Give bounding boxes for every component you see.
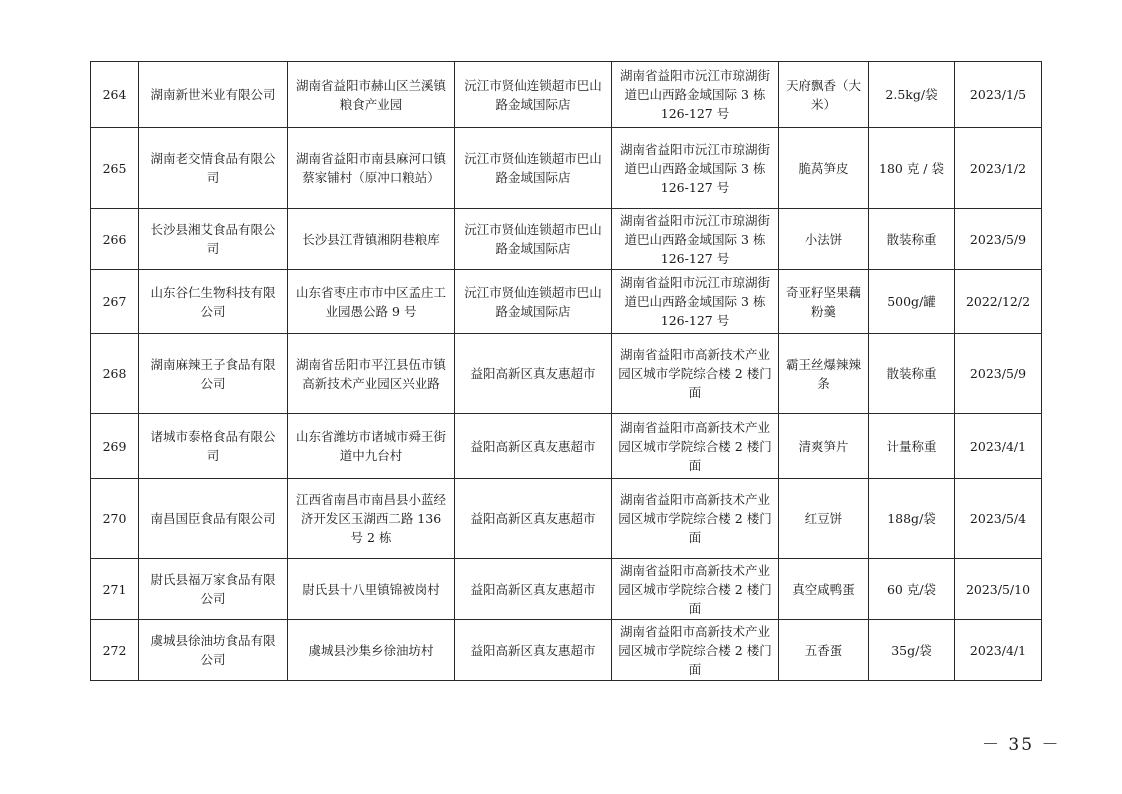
- cell-producer-address: 湖南省岳阳市平江县伍市镇高新技术产业园区兴业路: [288, 334, 455, 414]
- cell-spec: 60 克/袋: [869, 559, 955, 620]
- cell-producer-address: 湖南省益阳市赫山区兰溪镇粮食产业园: [288, 62, 455, 128]
- cell-producer-address: 江西省南昌市南昌县小蓝经济开发区玉湖西二路 136 号 2 栋: [288, 479, 455, 559]
- cell-producer-address: 湖南省益阳市南县麻河口镇蔡家铺村（原冲口粮站）: [288, 128, 455, 209]
- cell-product: 奇亚籽坚果藕粉羹: [779, 270, 869, 334]
- cell-spec: 188g/袋: [869, 479, 955, 559]
- cell-producer: 湖南老交情食品有限公司: [139, 128, 288, 209]
- cell-product: 霸王丝爆辣辣条: [779, 334, 869, 414]
- cell-spec: 180 克 / 袋: [869, 128, 955, 209]
- cell-producer: 长沙县湘艾食品有限公司: [139, 209, 288, 270]
- table-row: [91, 334, 1042, 414]
- cell-seller-address: 湖南省益阳市高新技术产业园区城市学院综合楼 2 楼门面: [612, 559, 779, 620]
- cell-seller: 益阳高新区真友惠超市: [455, 334, 612, 414]
- cell-date: 2022/12/2: [955, 270, 1042, 334]
- cell-seller: 益阳高新区真友惠超市: [455, 414, 612, 479]
- cell-product: 脆莴笋皮: [779, 128, 869, 209]
- table-row: [91, 414, 1042, 479]
- cell-spec: 计量称重: [869, 414, 955, 479]
- cell-seller-address: 湖南省益阳市高新技术产业园区城市学院综合楼 2 楼门面: [612, 479, 779, 559]
- cell-producer-address: 尉氏县十八里镇锦被岗村: [288, 559, 455, 620]
- cell-seller: 益阳高新区真友惠超市: [455, 559, 612, 620]
- cell-producer-address: 山东省枣庄市市中区孟庄工业园愚公路 9 号: [288, 270, 455, 334]
- table-row: [91, 559, 1042, 620]
- cell-spec: 散装称重: [869, 209, 955, 270]
- cell-producer: 山东谷仁生物科技有限公司: [139, 270, 288, 334]
- cell-producer: 湖南麻辣王子食品有限公司: [139, 334, 288, 414]
- cell-producer: 虞城县徐油坊食品有限公司: [139, 620, 288, 681]
- cell-producer-address: 虞城县沙集乡徐油坊村: [288, 620, 455, 681]
- cell-seller: 沅江市贤仙连锁超市巴山路金域国际店: [455, 128, 612, 209]
- cell-date: 2023/5/10: [955, 559, 1042, 620]
- cell-seller: 沅江市贤仙连锁超市巴山路金域国际店: [455, 270, 612, 334]
- cell-number: 272: [91, 620, 139, 681]
- cell-seller: 沅江市贤仙连锁超市巴山路金域国际店: [455, 62, 612, 128]
- cell-number: 266: [91, 209, 139, 270]
- cell-date: 2023/5/9: [955, 334, 1042, 414]
- cell-number: 265: [91, 128, 139, 209]
- cell-seller: 益阳高新区真友惠超市: [455, 620, 612, 681]
- cell-seller-address: 湖南省益阳市高新技术产业园区城市学院综合楼 2 楼门面: [612, 620, 779, 681]
- cell-date: 2023/1/2: [955, 128, 1042, 209]
- cell-number: 267: [91, 270, 139, 334]
- cell-producer: 南昌国臣食品有限公司: [139, 479, 288, 559]
- cell-number: 271: [91, 559, 139, 620]
- cell-number: 270: [91, 479, 139, 559]
- cell-seller-address: 湖南省益阳市沅江市琼湖街道巴山西路金域国际 3 栋 126-127 号: [612, 62, 779, 128]
- cell-product: 五香蛋: [779, 620, 869, 681]
- cell-spec: 散装称重: [869, 334, 955, 414]
- table-row: [91, 128, 1042, 209]
- cell-seller: 益阳高新区真友惠超市: [455, 479, 612, 559]
- cell-number: 268: [91, 334, 139, 414]
- cell-product: 天府飘香（大米）: [779, 62, 869, 128]
- table-row: [91, 62, 1042, 128]
- cell-spec: 2.5kg/袋: [869, 62, 955, 128]
- table-row: [91, 620, 1042, 681]
- cell-date: 2023/4/1: [955, 414, 1042, 479]
- cell-seller-address: 湖南省益阳市沅江市琼湖街道巴山西路金域国际 3 栋 126-127 号: [612, 270, 779, 334]
- cell-seller-address: 湖南省益阳市沅江市琼湖街道巴山西路金域国际 3 栋 126-127 号: [612, 209, 779, 270]
- cell-product: 真空咸鸭蛋: [779, 559, 869, 620]
- cell-spec: 35g/袋: [869, 620, 955, 681]
- cell-date: 2023/4/1: [955, 620, 1042, 681]
- table-row: [91, 270, 1042, 334]
- table-row: [91, 479, 1042, 559]
- cell-seller-address: 湖南省益阳市高新技术产业园区城市学院综合楼 2 楼门面: [612, 414, 779, 479]
- cell-producer: 尉氏县福万家食品有限公司: [139, 559, 288, 620]
- cell-seller-address: 湖南省益阳市沅江市琼湖街道巴山西路金域国际 3 栋 126-127 号: [612, 128, 779, 209]
- page-number: － 35 －: [982, 735, 1061, 755]
- cell-date: 2023/5/4: [955, 479, 1042, 559]
- cell-seller: 沅江市贤仙连锁超市巴山路金域国际店: [455, 209, 612, 270]
- cell-producer-address: 山东省潍坊市诸城市舜王街道中九台村: [288, 414, 455, 479]
- cell-spec: 500g/罐: [869, 270, 955, 334]
- cell-seller-address: 湖南省益阳市高新技术产业园区城市学院综合楼 2 楼门面: [612, 334, 779, 414]
- table-body: [91, 62, 1042, 681]
- cell-product: 红豆饼: [779, 479, 869, 559]
- product-table: [90, 61, 1042, 681]
- cell-product: 小法饼: [779, 209, 869, 270]
- cell-number: 269: [91, 414, 139, 479]
- cell-producer-address: 长沙县江背镇湘阴巷粮库: [288, 209, 455, 270]
- cell-date: 2023/1/5: [955, 62, 1042, 128]
- cell-producer: 诸城市泰格食品有限公司: [139, 414, 288, 479]
- cell-producer: 湖南新世米业有限公司: [139, 62, 288, 128]
- cell-number: 264: [91, 62, 139, 128]
- cell-date: 2023/5/9: [955, 209, 1042, 270]
- cell-product: 清爽笋片: [779, 414, 869, 479]
- table-row: [91, 209, 1042, 270]
